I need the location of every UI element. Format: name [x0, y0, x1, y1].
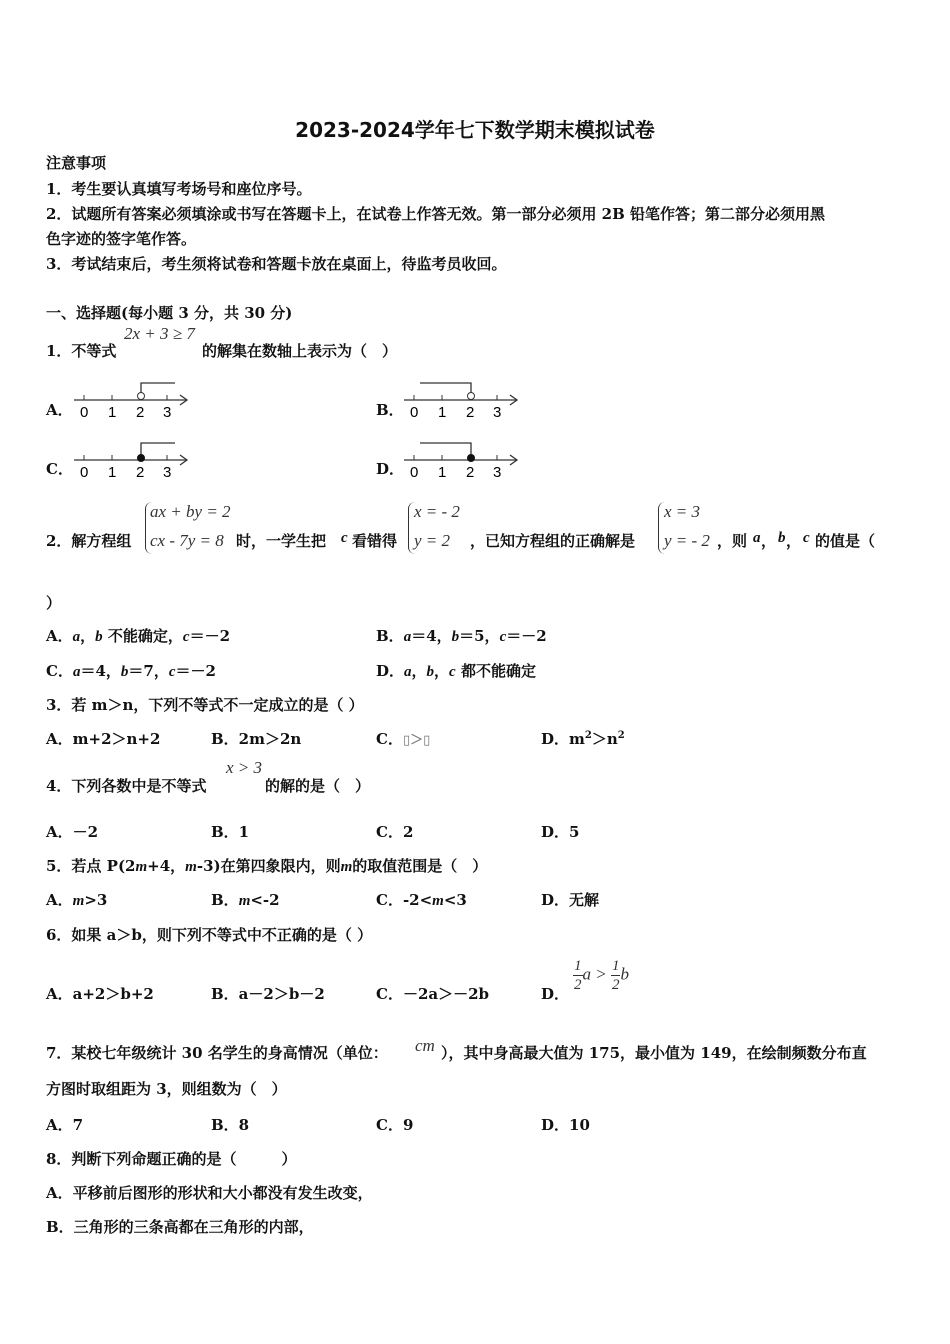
- q1-option-a-label: A．: [46, 401, 73, 419]
- q2-variable: c: [803, 530, 810, 546]
- q7-option-b: B．8: [211, 1116, 250, 1134]
- q3-option-b: B．2m＞2n: [211, 730, 302, 748]
- svg-text:1: 1: [438, 464, 447, 481]
- svg-text:2: 2: [466, 404, 475, 421]
- q5-option-d: D．无解: [541, 891, 600, 909]
- svg-text:3: 3: [493, 404, 502, 421]
- q5-option-c: C．-2<m<3: [376, 891, 467, 909]
- q2-text: 时，一学生把: [236, 532, 327, 550]
- q2-close: ）: [46, 594, 62, 612]
- q7-option-a: A．7: [46, 1116, 84, 1134]
- notice-item: 3．考试结束后，考生须将试卷和答题卡放在桌面上，待监考员收回。: [46, 255, 507, 273]
- svg-text:0: 0: [410, 404, 419, 421]
- q4-option-a: A．－2: [46, 823, 99, 841]
- q8-stem: 8．判断下列命题正确的是（ ）: [46, 1150, 297, 1168]
- q2-option-d: D．a，b，c 都不能确定: [376, 662, 536, 680]
- q1-option-c-label: C．: [46, 460, 73, 478]
- q4-option-b: B．1: [211, 823, 250, 841]
- q2-equation-2: cx - 7y = 8: [150, 531, 224, 550]
- q2-right-y: y = - 2: [664, 531, 710, 550]
- q7-unit: cm: [415, 1036, 435, 1055]
- q1-number-line-b: [400, 378, 525, 422]
- q2-equation-1: ax + by = 2: [150, 502, 231, 521]
- q6-option-a: A．a+2＞b+2: [46, 985, 154, 1003]
- q2-option-a: A．a，b 不能确定，c＝－2: [46, 627, 230, 645]
- q8-option-a: A．平移前后图形的形状和大小都没有发生改变，: [46, 1184, 373, 1202]
- svg-text:0: 0: [80, 464, 89, 481]
- q2-wrong-y: y = 2: [414, 531, 451, 550]
- q2-variable: b: [778, 530, 786, 546]
- q7-line2: 方图时取组距为 3，则组数为（ ）: [46, 1080, 287, 1098]
- q3-option-a: A．m+2＞n+2: [46, 730, 161, 748]
- q3-option-d: D．$m^2>n^2$: [541, 730, 625, 748]
- q7-line1-suffix: ），其中身高最大值为 175，最小值为 149，在绘制频数分布直: [441, 1044, 867, 1062]
- q1-expression: 2x + 3 ≥ 7: [124, 324, 195, 343]
- q2-option-b: B．a＝4，b＝5，c＝－2: [376, 627, 547, 645]
- q2-variable: a: [753, 530, 761, 546]
- q1-number-line-d: [400, 438, 525, 482]
- q5-option-b: B．m<-2: [211, 891, 280, 909]
- q2-text: ，已知方程组的正确解是: [470, 532, 636, 550]
- svg-text:2: 2: [136, 464, 145, 481]
- q1-option-b-label: B．: [376, 401, 404, 419]
- q2-wrong-x: x = - 2: [414, 502, 460, 521]
- q6-option-d-expression: $\frac{1}{2}$ a > $\frac{1}{2}$ b: [574, 958, 629, 993]
- notice-heading: 注意事项: [46, 154, 107, 172]
- svg-text:0: 0: [410, 464, 419, 481]
- svg-text:3: 3: [493, 464, 502, 481]
- notice-item: 1．考生要认真填写考场号和座位序号。: [46, 180, 312, 198]
- q2-text: 看错得: [352, 532, 398, 550]
- svg-text:0: 0: [80, 404, 89, 421]
- q7-option-c: C．9: [376, 1116, 414, 1134]
- q2-text: ，则: [717, 532, 748, 550]
- q7-line1-prefix: 7．某校七年级统计 30 名学生的身高情况（单位：: [46, 1044, 388, 1062]
- notice-item: 色字迹的签字笔作答。: [46, 230, 197, 248]
- page-title: 2023-2024学年七下数学期末模拟试卷: [295, 118, 655, 142]
- q2-prefix: 2．解方程组: [46, 532, 132, 550]
- notice-item: 2．试题所有答案必须填涂或书写在答题卡上，在试卷上作答无效。第一部分必须用 2B 铅笔作答；第二部分必须用黑: [46, 205, 826, 223]
- svg-text:1: 1: [108, 464, 117, 481]
- svg-text:3: 3: [163, 404, 172, 421]
- q4-expression: x > 3: [226, 758, 263, 777]
- svg-text:1: 1: [108, 404, 117, 421]
- q6-option-b: B．a－2＞b－2: [211, 985, 325, 1003]
- q5-stem: 5．若点 P(2m+4，m-3)在第四象限内，则m的取值范围是（ ）: [46, 857, 488, 875]
- q4-suffix: 的解的是（ ）: [265, 777, 371, 795]
- q2-text: ，: [761, 532, 777, 550]
- q2-variable: c: [341, 530, 348, 546]
- q3-option-c: C．▯＞▯: [376, 730, 431, 748]
- q4-option-d: D．5: [541, 823, 580, 841]
- q7-option-d: D．10: [541, 1116, 590, 1134]
- svg-text:3: 3: [163, 464, 172, 481]
- q6-stem: 6．如果 a＞b，则下列不等式中不正确的是（ ）: [46, 926, 373, 944]
- q1-suffix: 的解集在数轴上表示为（ ）: [202, 342, 398, 360]
- q8-option-b: B．三角形的三条高都在三角形的内部，: [46, 1218, 314, 1236]
- q2-text: 的值是（: [815, 532, 876, 550]
- q2-option-c: C．a＝4，b＝7，c＝－2: [46, 662, 216, 680]
- q4-prefix: 4．下列各数中是不等式: [46, 777, 207, 795]
- q3-stem: 3．若 m＞n，下列不等式不一定成立的是（ ）: [46, 696, 364, 714]
- svg-text:2: 2: [466, 464, 475, 481]
- q4-option-c: C．2: [376, 823, 414, 841]
- q1-prefix: 1．不等式: [46, 342, 117, 360]
- q1-number-line-c: [70, 438, 195, 482]
- svg-text:1: 1: [438, 404, 447, 421]
- q2-right-x: x = 3: [664, 502, 701, 521]
- q6-option-c: C．－2a＞－2b: [376, 985, 490, 1003]
- q1-option-d-label: D．: [376, 460, 405, 478]
- svg-text:2: 2: [136, 404, 145, 421]
- q5-option-a: A．m>3: [46, 891, 108, 909]
- q2-text: ，: [786, 532, 802, 550]
- q6-option-d-label: D．: [541, 985, 570, 1003]
- section-heading: 一、选择题(每小题 3 分，共 30 分): [46, 304, 293, 322]
- q1-number-line-a: [70, 378, 195, 422]
